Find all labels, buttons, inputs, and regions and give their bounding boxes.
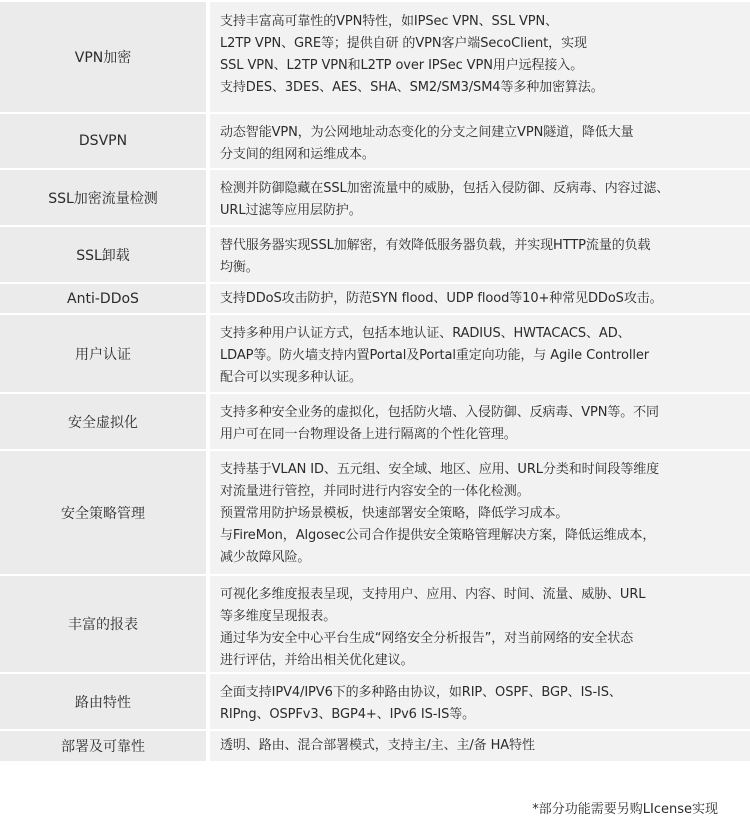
description-line: 检测并防御隐藏在SSL加密流量中的威胁，包括入侵防御、反病毒、内容过滤、 <box>220 181 670 196</box>
table-row <box>0 449 750 574</box>
description-line: 可视化多维度报表呈现，支持用户、应用、内容、时间、流量、威胁、URL <box>220 587 646 602</box>
description-line: 支持基于VLAN ID、五元组、安全域、地区、应用、URL分类和时间段等维度 <box>220 462 660 477</box>
feature-name: 安全策略管理 <box>0 449 206 574</box>
feature-name: 路由特性 <box>0 672 206 729</box>
description-line: 均衡。 <box>220 260 259 275</box>
feature-name: Anti-DDoS <box>0 282 206 313</box>
description-line: RIPng、OSPFv3、BGP4+、IPv6 IS-IS等。 <box>220 707 476 722</box>
feature-description <box>210 282 750 313</box>
table-row <box>0 0 750 112</box>
feature-description <box>210 449 750 574</box>
description-line: L2TP VPN、GRE等；提供自研 的VPN客户端SecoClient，实现 <box>220 36 587 51</box>
description-line: 支持多种安全业务的虚拟化，包括防火墙、入侵防御、反病毒、VPN等。不同 <box>220 405 659 420</box>
feature-description <box>210 112 750 168</box>
description-line: 对流量进行管控，并同时进行内容安全的一体化检测。 <box>220 484 530 499</box>
footnote: *部分功能需要另购LIcense实现 <box>532 802 718 817</box>
description-line: 减少故障风险。 <box>220 550 311 565</box>
feature-description <box>210 574 750 672</box>
feature-name: VPN加密 <box>0 0 206 112</box>
table-row <box>0 112 750 168</box>
table-row <box>0 392 750 449</box>
feature-name: 安全虚拟化 <box>0 392 206 449</box>
description-line: SSL VPN、L2TP VPN和L2TP over IPSec VPN用户远程接入。 <box>220 58 584 73</box>
description-line: 支持DDoS攻击防护，防范SYN flood、UDP flood等10+种常见DDoS攻击。 <box>220 291 663 306</box>
feature-description <box>210 225 750 282</box>
description-line: 支持DES、3DES、AES、SHA、SM2/SM3/SM4等多种加密算法。 <box>220 80 604 95</box>
table-row <box>0 313 750 392</box>
description-line: 进行评估，并给出相关优化建议。 <box>220 653 414 668</box>
table-row <box>0 729 750 761</box>
feature-name: DSVPN <box>0 112 206 168</box>
description-line: 支持多种用户认证方式，包括本地认证、RADIUS、HWTACACS、AD、 <box>220 326 631 341</box>
description-line: 支持丰富高可靠性的VPN特性，如IPSec VPN、SSL VPN、 <box>220 14 559 29</box>
description-line: 替代服务器实现SSL加解密，有效降低服务器负载，并实现HTTP流量的负载 <box>220 238 651 253</box>
description-line: 全面支持IPV4/IPV6下的多种路由协议，如RIP、OSPF、BGP、IS-IS、 <box>220 685 622 700</box>
table-row <box>0 282 750 313</box>
description-line: 分支间的组网和运维成本。 <box>220 147 375 162</box>
description-line: 等多维度呈现报表。 <box>220 609 337 624</box>
table-row <box>0 574 750 672</box>
feature-description <box>210 672 750 729</box>
description-line: 透明、路由、混合部署模式，支持主/主、主/备 HA特性 <box>220 738 535 753</box>
feature-description <box>210 729 750 761</box>
feature-description <box>210 168 750 225</box>
feature-name: 用户认证 <box>0 313 206 392</box>
description-line: 预置常用防护场景模板，快速部署安全策略，降低学习成本。 <box>220 506 569 521</box>
description-line: 与FireMon，Algosec公司合作提供安全策略管理解决方案，降低运维成本， <box>220 528 656 543</box>
feature-name: 部署及可靠性 <box>0 729 206 761</box>
feature-name: 丰富的报表 <box>0 574 206 672</box>
table-row <box>0 672 750 729</box>
feature-description <box>210 392 750 449</box>
table-row <box>0 225 750 282</box>
description-line: URL过滤等应用层防护。 <box>220 203 362 218</box>
description-line: 动态智能VPN，为公网地址动态变化的分支之间建立VPN隧道，降低大量 <box>220 125 634 140</box>
description-line: LDAP等。防火墙支持内置Portal及Portal重定向功能，与 Agile Controller <box>220 348 650 363</box>
description-line: 用户可在同一台物理设备上进行隔离的个性化管理。 <box>220 427 517 442</box>
table-row <box>0 168 750 225</box>
feature-name: SSL卸载 <box>0 225 206 282</box>
description-line: 配合可以实现多种认证。 <box>220 370 362 385</box>
feature-description <box>210 0 750 112</box>
description-line: 通过华为安全中心平台生成“网络安全分析报告”，对当前网络的安全状态 <box>220 631 634 646</box>
feature-description <box>210 313 750 392</box>
feature-name: SSL加密流量检测 <box>0 168 206 225</box>
